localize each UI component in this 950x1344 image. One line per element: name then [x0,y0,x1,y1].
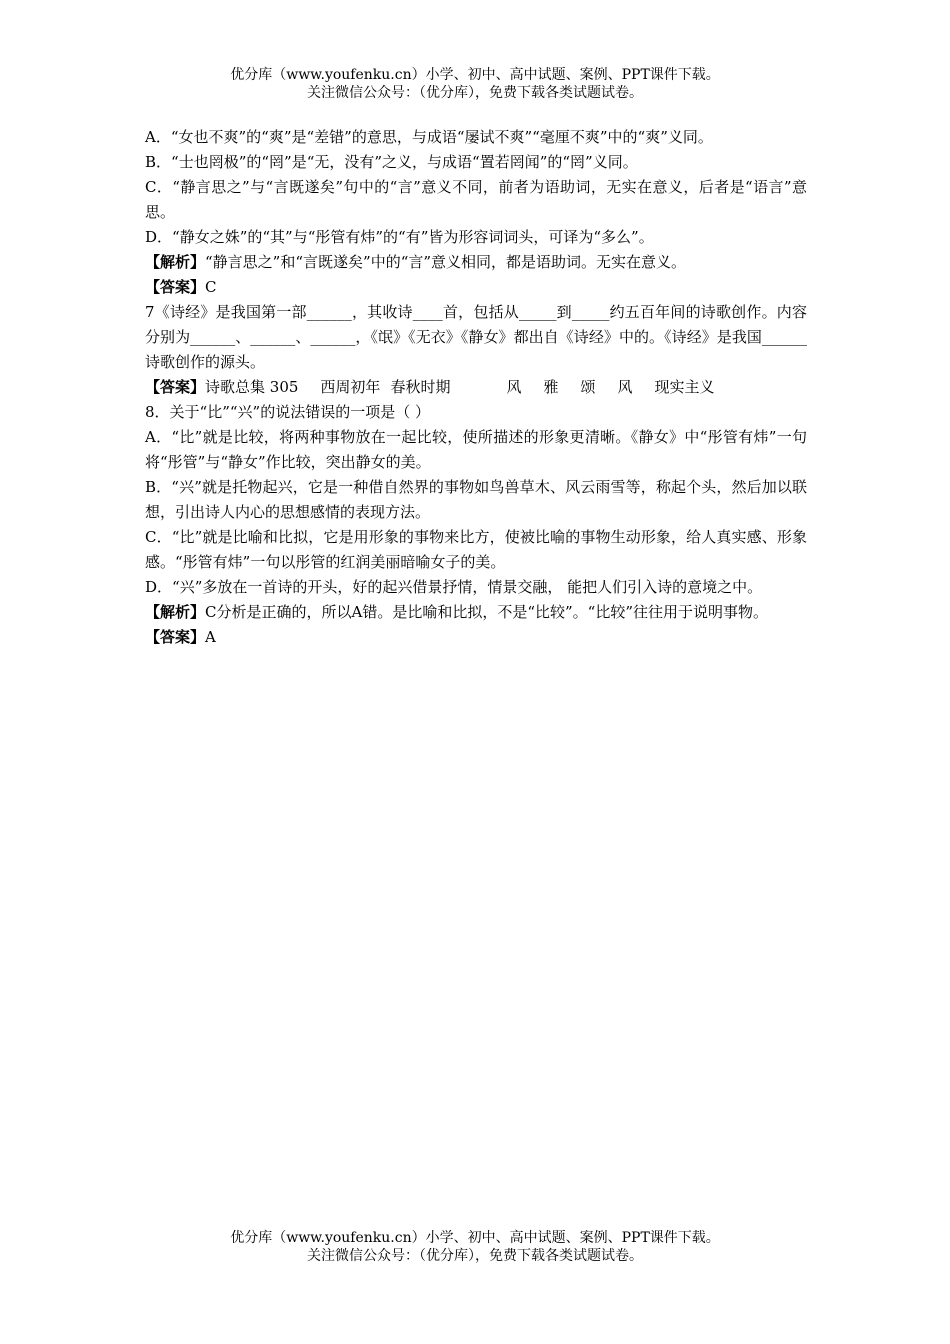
page-header [0,66,950,102]
analysis-text: “静言思之”和“言既遂矣”中的“言”意义相同，都是语助词。无实在意义。 [205,253,687,271]
q8-option-c: C．“比”就是比喻和比拟，它是用形象的事物来比方，使被比喻的事物生动形象，给人真实感、形象感。“彤管有炜”一句以彤管的红润美丽暗喻女子的美。 [145,528,807,571]
analysis-tag: 【解析】 [145,603,206,621]
footer-line-2: 关注微信公众号：（优分库），免费下载各类试题试卷。 [307,1248,643,1264]
answer-part: 现实主义 [654,378,715,396]
answer-text: C [205,278,217,296]
q6-option-a: A．“女也不爽”的“爽”是“差错”的意思，与成语“屡试不爽”“毫厘不爽”中的“爽”义同。 [145,128,713,146]
q7-answer [145,375,807,400]
answer-tag: 【答案】 [145,628,206,646]
document-body [145,125,807,650]
page-footer [0,1229,950,1265]
answer-text: A [205,628,216,646]
q6-option-c: C．“静言思之”与“言既遂矣”句中的“言”意义不同，前者为语助词，无实在意义，后者是“语言”意思。 [145,178,807,221]
q6-analysis [145,250,807,275]
analysis-text: C分析是正确的，所以A错。是比喻和比拟，不是“比较”。“比较”往往用于说明事物。 [205,603,769,621]
q6-option-b: B．“士也罔极”的“罔”是“无，没有”之义，与成语“置若罔闻”的“罔”义同。 [145,153,638,171]
q8-question: 8．关于“比”“兴”的说法错误的一项是（ ） [145,403,430,421]
q7-question: 7《诗经》是我国第一部______，其收诗____首，包括从_____到_____约五百年间的诗歌创作。内容分别为______、______、______，《氓》《无衣》《静女》都出自《诗经》中的。《诗经》是我国______诗歌创作的源头。 [145,303,807,371]
answer-part: 颂 [580,378,596,396]
answer-part: 风 [617,378,633,396]
footer-line-1: 优分库（www.youfenku.cn）小学、初中、高中试题、案例、PPT课件下载。 [230,1230,720,1246]
q8-analysis [145,600,807,625]
answer-part: 风 [506,378,522,396]
answer-part: 诗歌总集 305 [205,378,299,396]
q8-option-a: A．“比”就是比较，将两种事物放在一起比较，使所描述的形象更清晰。《静女》中“彤管有炜”一句将“彤管”与“静女”作比较，突出静女的美。 [145,428,807,471]
q8-option-d: D．“兴”多放在一首诗的开头，好的起兴借景抒情，情景交融， 能把人们引入诗的意境之中。 [145,578,763,596]
header-line-1: 优分库（www.youfenku.cn）小学、初中、高中试题、案例、PPT课件下载。 [230,67,720,83]
q8-answer [145,625,807,650]
q6-option-d: D．“静女之姝”的“其”与“彤管有炜”的“有”皆为形容词词头，可译为“多么”。 [145,228,654,246]
answer-part: 春秋时期 [390,378,451,396]
header-line-2: 关注微信公众号：（优分库），免费下载各类试题试卷。 [307,85,643,101]
q6-answer [145,275,807,300]
q8-option-b: B．“兴”就是托物起兴，它是一种借自然界的事物如鸟兽草木、风云雨雪等，称起个头，然后加以联想，引出诗人内心的思想感情的表现方法。 [145,478,807,521]
answer-part: 雅 [543,378,559,396]
answer-part: 西周初年 [320,378,381,396]
answer-tag: 【答案】 [145,378,206,396]
analysis-tag: 【解析】 [145,253,206,271]
answer-tag: 【答案】 [145,278,206,296]
